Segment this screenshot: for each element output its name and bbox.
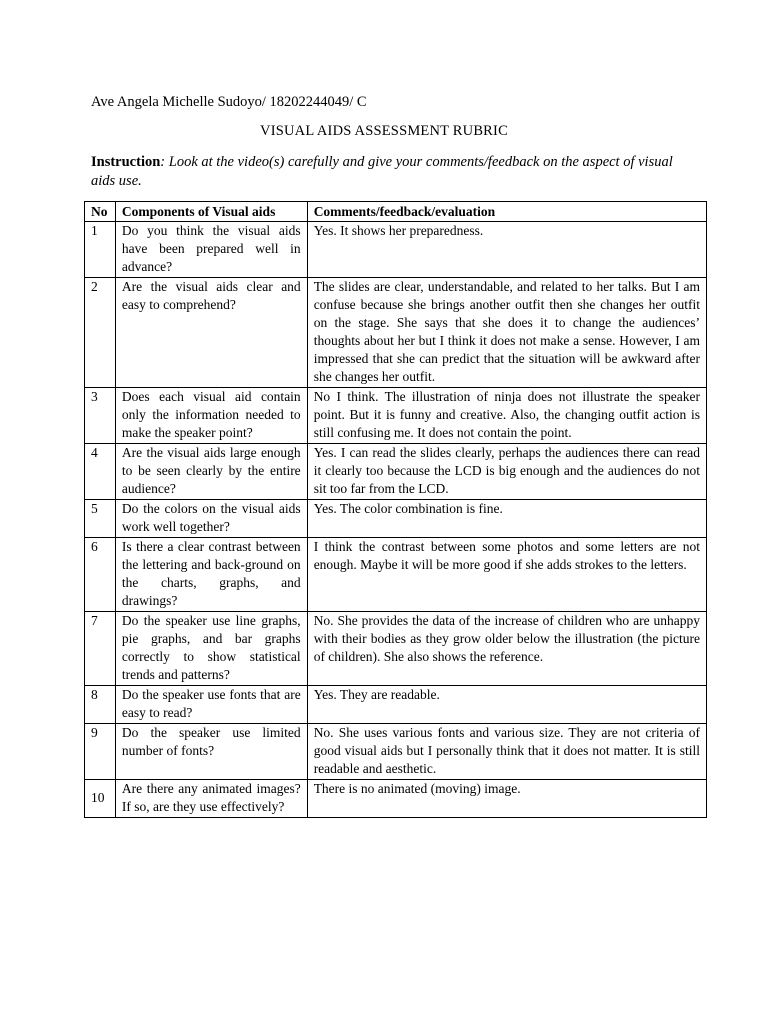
row-comment: No. She provides the data of the increase of children who are unhappy with their bodies as they grow older below the illustration (the picture of children). She also shows the reference. — [307, 612, 706, 686]
row-component: Do you think the visual aids have been prepared well in advance? — [115, 222, 307, 278]
row-number: 7 — [85, 612, 116, 686]
row-comment: There is no animated (moving) image. — [307, 780, 706, 818]
column-header-no: No — [85, 202, 116, 222]
row-component: Do the speaker use fonts that are easy to read? — [115, 686, 307, 724]
row-component: Do the colors on the visual aids work well together? — [115, 500, 307, 538]
row-number: 4 — [85, 444, 116, 500]
table-header-row — [85, 202, 707, 222]
row-comment: I think the contrast between some photos and some letters are not enough. Maybe it will be more good if she adds strokes to the letters. — [307, 538, 706, 612]
row-component: Do the speaker use limited number of fonts? — [115, 724, 307, 780]
row-number: 10 — [85, 780, 116, 818]
table-row — [85, 538, 707, 612]
row-component: Are the visual aids clear and easy to comprehend? — [115, 278, 307, 388]
column-header-components: Components of Visual aids — [115, 202, 307, 222]
rubric-table — [84, 201, 707, 818]
row-comment: Yes. The color combination is fine. — [307, 500, 706, 538]
table-row — [85, 724, 707, 780]
table-row — [85, 278, 707, 388]
table-row — [85, 222, 707, 278]
row-component: Is there a clear contrast between the lettering and back-ground on the charts, graphs, and drawings? — [115, 538, 307, 612]
row-number: 2 — [85, 278, 116, 388]
author-line: Ave Angela Michelle Sudoyo/ 18202244049/ C — [91, 94, 367, 110]
column-header-comments: Comments/feedback/evaluation — [307, 202, 706, 222]
row-comment: The slides are clear, understandable, and related to her talks. But I am confuse because she brings another outfit then she changes her outfit on the stage. She says that she does it to change the audiences’ thoughts about her but I think it does not make a sense. However, I am impressed that she can predict that the situation will be awkward after she changes her outfit. — [307, 278, 706, 388]
row-component: Do the speaker use line graphs, pie graphs, and bar graphs correctly to show statistical trends and patterns? — [115, 612, 307, 686]
row-number: 3 — [85, 388, 116, 444]
table-row — [85, 500, 707, 538]
row-number: 1 — [85, 222, 116, 278]
row-comment: No I think. The illustration of ninja does not illustrate the speaker point. But it is funny and creative. Also, the changing outfit action is still confusing me. It does not contain the point. — [307, 388, 706, 444]
table-row — [85, 444, 707, 500]
row-number: 9 — [85, 724, 116, 780]
row-component: Are the visual aids large enough to be seen clearly by the entire audience? — [115, 444, 307, 500]
row-component: Does each visual aid contain only the information needed to make the speaker point? — [115, 388, 307, 444]
row-component: Are there any animated images? If so, are they use effectively? — [115, 780, 307, 818]
table-row — [85, 388, 707, 444]
row-number: 6 — [85, 538, 116, 612]
row-comment: Yes. They are readable. — [307, 686, 706, 724]
table-row — [85, 780, 707, 818]
row-comment: No. She uses various fonts and various size. They are not criteria of good visual aids but I personally think that it does not matter. It is still readable and aesthetic. — [307, 724, 706, 780]
table-row — [85, 686, 707, 724]
instruction-label: Instruction — [91, 154, 161, 170]
row-comment: Yes. It shows her preparedness. — [307, 222, 706, 278]
row-number: 5 — [85, 500, 116, 538]
table-row — [85, 612, 707, 686]
instruction-paragraph — [91, 153, 681, 191]
row-number: 8 — [85, 686, 116, 724]
row-comment: Yes. I can read the slides clearly, perhaps the audiences there can read it clearly too because the LCD is big enough and the audiences do not sit too far from the LCD. — [307, 444, 706, 500]
instruction-text: : Look at the video(s) carefully and give your comments/feedback on the aspect of visual aids use. — [91, 154, 673, 189]
document-title: VISUAL AIDS ASSESSMENT RUBRIC — [260, 123, 508, 139]
